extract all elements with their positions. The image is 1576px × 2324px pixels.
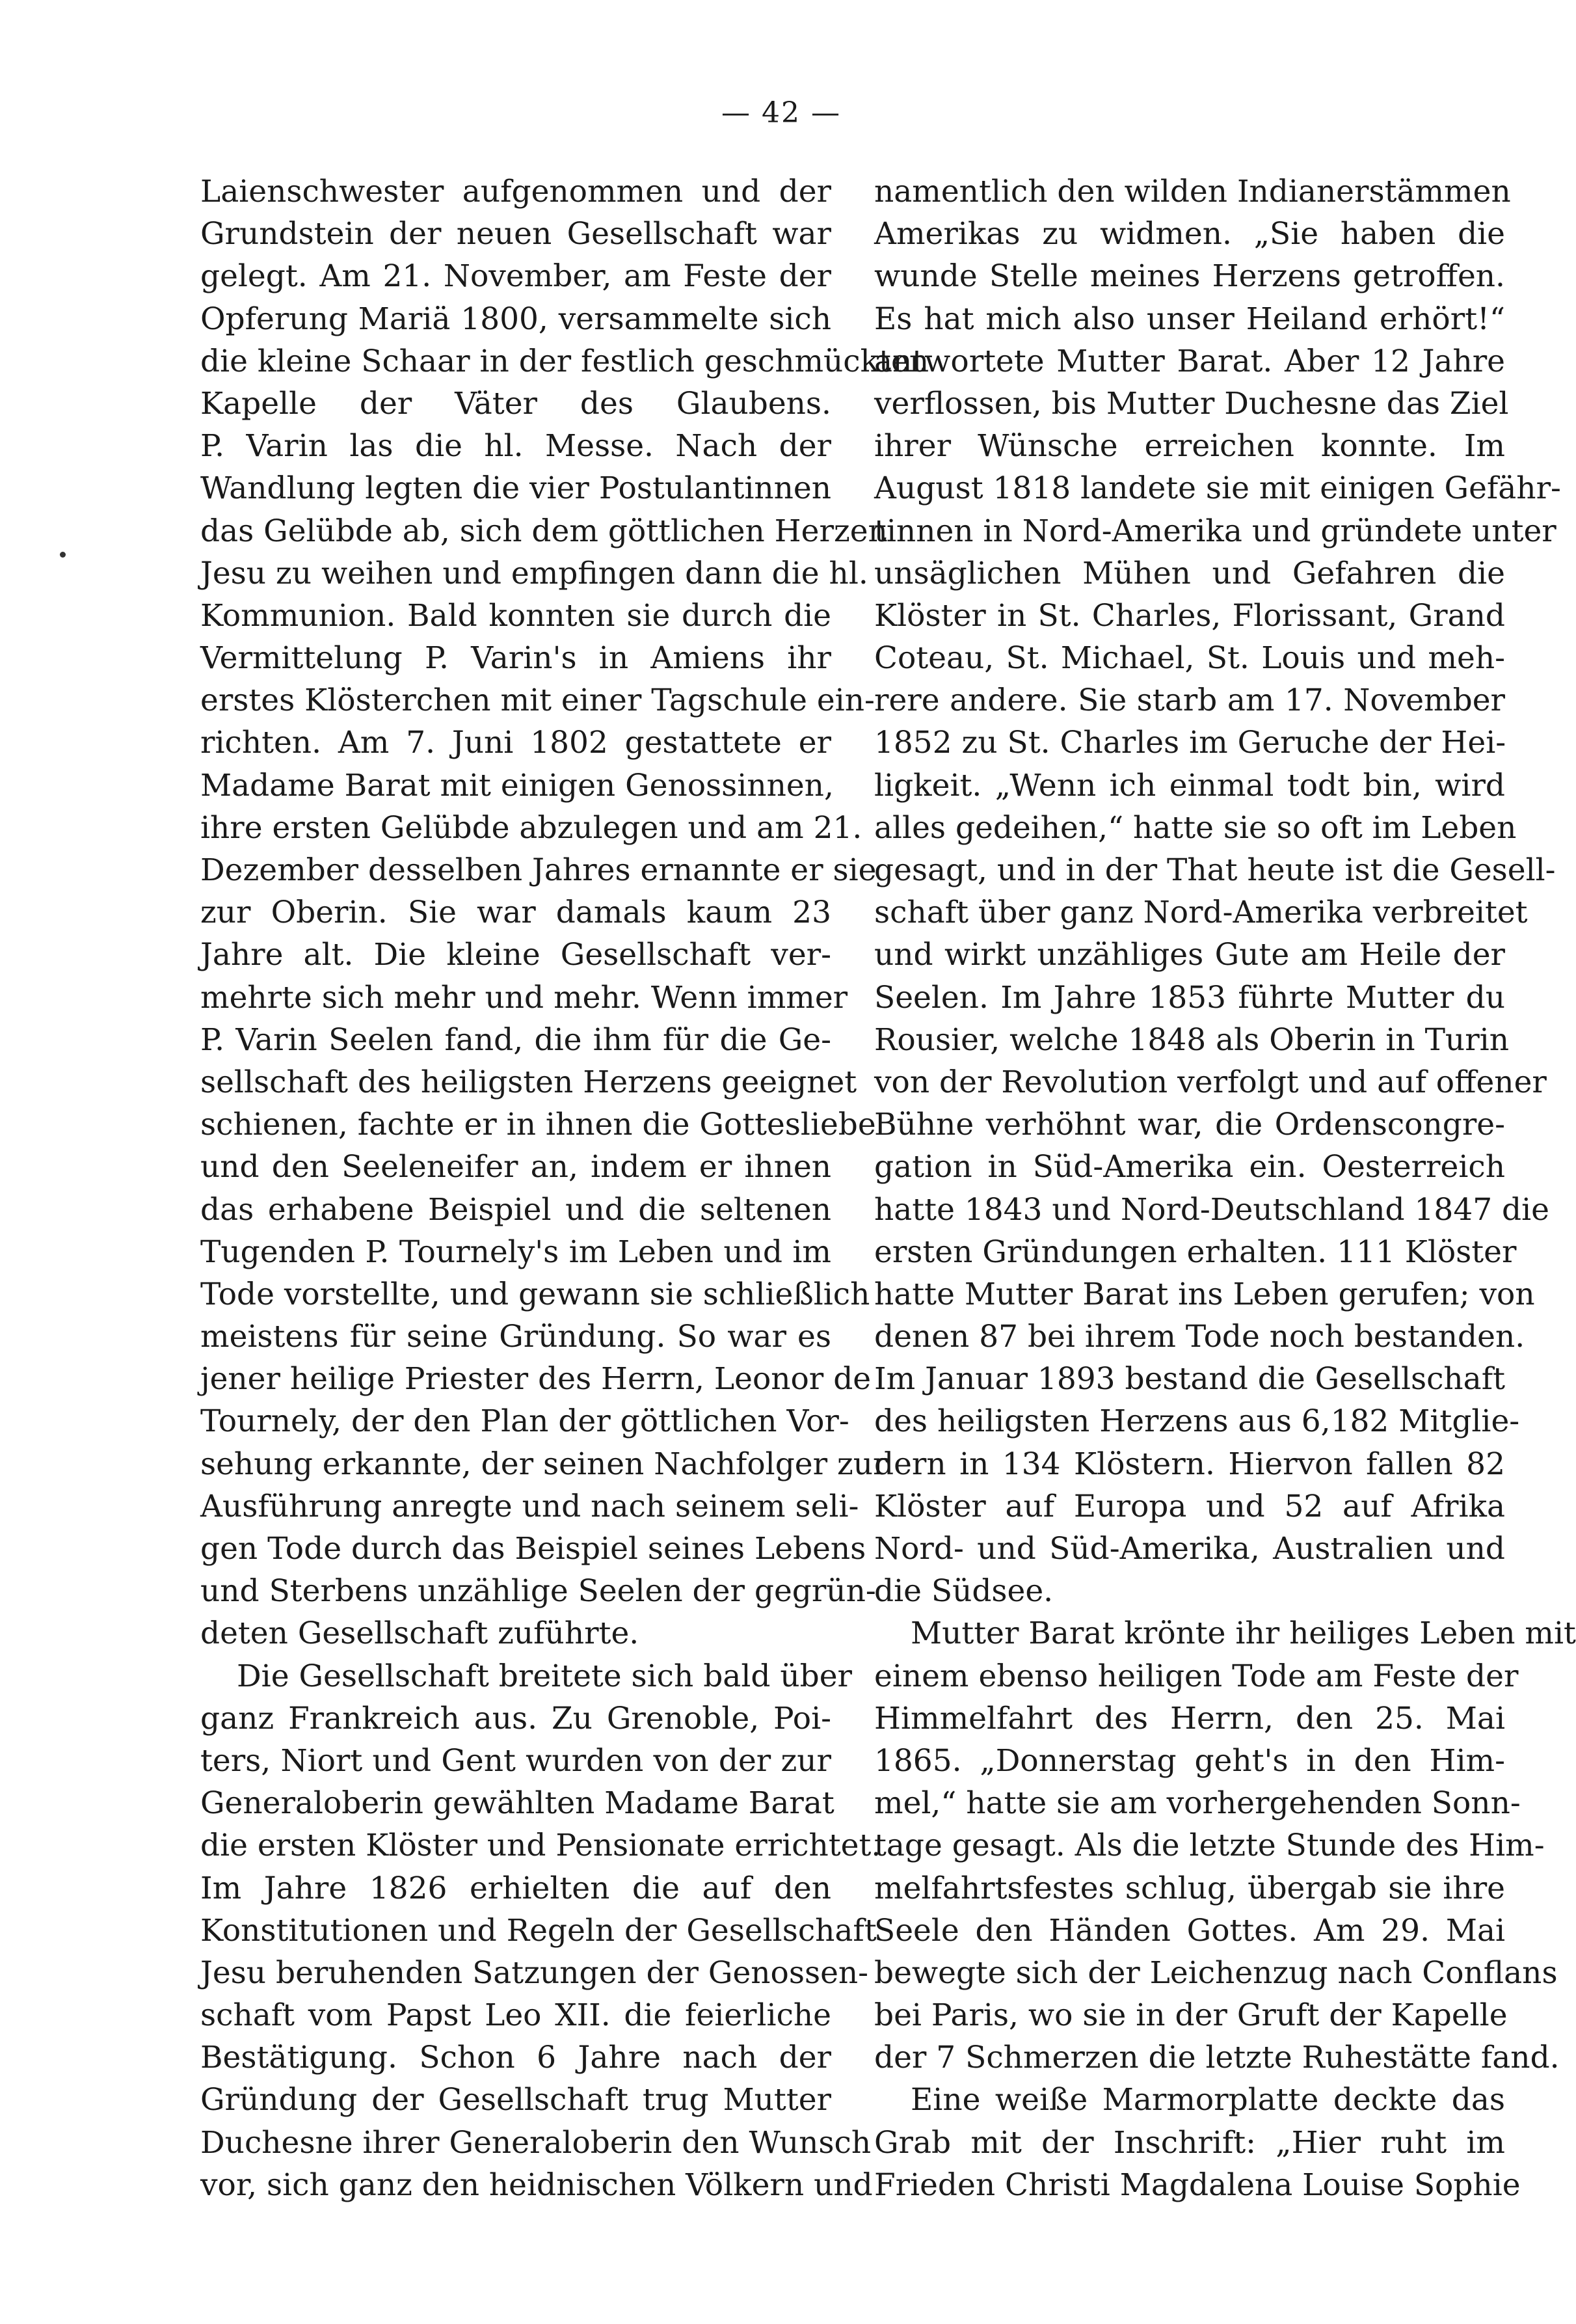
text-line: Duchesne ihrer Generaloberin den Wunsch: [200, 2124, 872, 2161]
text-line: gation in Süd-Amerika ein. Oesterreich: [874, 1149, 1505, 1185]
text-line: alles gedeihen,“ hatte sie so oft im Leben: [874, 809, 1517, 846]
text-line: jener heilige Priester des Herrn, Leonor de: [200, 1361, 872, 1398]
text-line: einem ebenso heiligen Tode am Feste der: [874, 1658, 1519, 1694]
text-line: Die Gesellschaft breitete sich bald über: [237, 1658, 853, 1694]
text-line: Gründung der Gesellschaft trug Mutter: [200, 2082, 831, 2118]
text-line: Seelen. Im Jahre 1853 führte Mutter du: [874, 979, 1505, 1016]
text-line: gen Tode durch das Beispiel seines Lebens: [200, 1531, 866, 1567]
text-line: Vermittelung P. Varin's in Amiens ihr: [200, 640, 831, 677]
text-line: Opferung Mariä 1800, versammelte sich: [200, 301, 831, 337]
text-line: ganz Frankreich aus. Zu Grenoble, Poi-: [200, 1700, 831, 1736]
text-line: und Sterbens unzählige Seelen der gegrün-: [200, 1573, 876, 1610]
text-line: sellschaft des heiligsten Herzens geeignet: [200, 1064, 857, 1100]
text-line: deten Gesellschaft zuführte.: [200, 1615, 639, 1652]
text-line: August 1818 landete sie mit einigen Gefähr-: [874, 470, 1561, 507]
text-line: tage gesagt. Als die letzte Stunde des Him-: [874, 1828, 1545, 1864]
text-line: Grundstein der neuen Gesellschaft war: [200, 216, 831, 252]
margin-speck: [60, 552, 66, 558]
text-line: das Gelübde ab, sich dem göttlichen Herzen: [200, 513, 888, 549]
text-line: dern in 134 Klöstern. Hiervon fallen 82: [874, 1446, 1505, 1482]
text-line: gelegt. Am 21. November, am Feste der: [200, 258, 831, 295]
text-line: hatte 1843 und Nord-Deutschland 1847 die: [874, 1191, 1549, 1228]
text-line: ters, Niort und Gent wurden von der zur: [200, 1742, 831, 1779]
text-line: Wandlung legten die vier Postulantinnen: [200, 470, 831, 507]
text-line: Kommunion. Bald konnten sie durch die: [200, 597, 831, 634]
text-line: Im Jahre 1826 erhielten die auf den: [200, 1870, 831, 1906]
text-line: mel,“ hatte sie am vorhergehenden Sonn-: [874, 1785, 1521, 1822]
text-line: richten. Am 7. Juni 1802 gestattete er: [200, 725, 831, 761]
text-line: der 7 Schmerzen die letzte Ruhestätte fand.: [874, 2040, 1560, 2076]
text-line: unsäglichen Mühen und Gefahren die: [874, 555, 1505, 591]
text-line: schaft über ganz Nord-Amerika verbreitet: [874, 895, 1528, 931]
text-line: bei Paris, wo sie in der Gruft der Kapelle: [874, 1997, 1508, 2034]
text-line: Amerikas zu widmen. „Sie haben die: [874, 216, 1505, 252]
text-line: Tode vorstellte, und gewann sie schließlich: [200, 1276, 870, 1312]
text-line: Generaloberin gewählten Madame Barat: [200, 1785, 835, 1822]
text-line: Nord- und Süd-Amerika, Australien und: [874, 1531, 1505, 1567]
text-line: Bühne verhöhnt war, die Ordenscongre-: [874, 1107, 1505, 1143]
text-line: und den Seeleneifer an, indem er ihnen: [200, 1149, 831, 1185]
text-line: hatte Mutter Barat ins Leben gerufen; von: [874, 1276, 1535, 1312]
text-line: denen 87 bei ihrem Tode noch bestanden.: [874, 1319, 1525, 1355]
text-line: Dezember desselben Jahres ernannte er sie: [200, 852, 877, 888]
text-line: verflossen, bis Mutter Duchesne das Ziel: [874, 385, 1509, 422]
text-line: Madame Barat mit einigen Genossinnen,: [200, 767, 834, 804]
text-line: Mutter Barat krönte ihr heiliges Leben mit: [911, 1615, 1576, 1652]
text-line: und wirkt unzähliges Gute am Heile der: [874, 937, 1505, 973]
text-line: das erhabene Beispiel und die seltenen: [200, 1191, 831, 1228]
text-line: schaft vom Papst Leo XII. die feierliche: [200, 1997, 831, 2034]
text-line: P. Varin Seelen fand, die ihm für die Ge-: [200, 1021, 831, 1058]
text-line: ligkeit. „Wenn ich einmal todt bin, wird: [874, 767, 1505, 804]
text-line: rere andere. Sie starb am 17. November: [874, 682, 1505, 719]
text-line: Jahre alt. Die kleine Gesellschaft ver-: [200, 937, 831, 973]
text-line: Coteau, St. Michael, St. Louis und meh-: [874, 640, 1505, 677]
text-line: melfahrtsfestes schlug, übergab sie ihre: [874, 1870, 1505, 1906]
text-line: ihre ersten Gelübde abzulegen und am 21.: [200, 809, 862, 846]
text-line: sehung erkannte, der seinen Nachfolger zur: [200, 1446, 888, 1482]
text-line: Klöster in St. Charles, Florissant, Grand: [874, 597, 1505, 634]
text-line: die Südsee.: [874, 1573, 1054, 1610]
text-line: zur Oberin. Sie war damals kaum 23: [200, 895, 831, 931]
text-line: Bestätigung. Schon 6 Jahre nach der: [200, 2040, 831, 2076]
text-line: gesagt, und in der That heute ist die Gesell-: [874, 852, 1556, 888]
text-line: P. Varin las die hl. Messe. Nach der: [200, 428, 831, 465]
text-line: erstes Klösterchen mit einer Tagschule ein-: [200, 682, 875, 719]
text-line: Tugenden P. Tournely's im Leben und im: [200, 1234, 831, 1270]
page-number: — 42 —: [721, 96, 841, 129]
text-line: Rousier, welche 1848 als Oberin in Turin: [874, 1021, 1509, 1058]
text-line: Laienschwester aufgenommen und der: [200, 174, 831, 209]
text-line: 1852 zu St. Charles im Geruche der Hei-: [874, 725, 1506, 761]
text-line: ersten Gründungen erhalten. 111 Klöster: [874, 1234, 1517, 1270]
text-line: des heiligsten Herzens aus 6,182 Mitglie-: [874, 1403, 1520, 1440]
text-line: Frieden Christi Magdalena Louise Sophie: [874, 2167, 1521, 2203]
text-line: Klöster auf Europa und 52 auf Afrika: [874, 1488, 1505, 1524]
text-line: Ausführung anregte und nach seinem seli-: [200, 1488, 859, 1524]
text-line: ihrer Wünsche erreichen konnte. Im: [874, 428, 1505, 465]
text-line: Es hat mich also unser Heiland erhört!“: [874, 301, 1505, 337]
text-line: vor, sich ganz den heidnischen Völkern und: [200, 2167, 873, 2203]
text-line: Himmelfahrt des Herrn, den 25. Mai: [874, 1700, 1505, 1736]
text-line: die kleine Schaar in der festlich geschmückten: [200, 343, 929, 379]
text-line: Eine weiße Marmorplatte deckte das: [911, 2082, 1505, 2118]
text-line: wunde Stelle meines Herzens getroffen.: [874, 258, 1505, 295]
text-line: Tournely, der den Plan der göttlichen Vor-: [200, 1403, 849, 1440]
left-column: [200, 170, 929, 2206]
text-line: schienen, fachte er in ihnen die Gottesliebe: [200, 1107, 876, 1143]
text-line: 1865. „Donnerstag geht's in den Him-: [874, 1742, 1505, 1779]
text-line: die ersten Klöster und Pensionate errichtet.: [200, 1828, 881, 1864]
text-line: antwortete Mutter Barat. Aber 12 Jahre: [874, 343, 1505, 379]
text-line: Konstitutionen und Regeln der Gesellschaft: [200, 1912, 877, 1949]
text-line: Jesu zu weihen und empfingen dann die hl.: [200, 555, 868, 591]
text-line: von der Revolution verfolgt und auf offener: [874, 1064, 1547, 1100]
text-line: Jesu beruhenden Satzungen der Genossen-: [200, 1954, 869, 1991]
text-line: Im Januar 1893 bestand die Gesellschaft: [874, 1361, 1505, 1398]
text-line: bewegte sich der Leichenzug nach Conflans: [874, 1954, 1558, 1991]
text-line: tinnen in Nord-Amerika und gründete unter: [874, 513, 1556, 549]
text-line: Kapelle der Väter des Glaubens.: [200, 385, 831, 422]
text-line: Grab mit der Inschrift: „Hier ruht im: [874, 2124, 1505, 2161]
text-line: mehrte sich mehr und mehr. Wenn immer: [200, 979, 848, 1016]
text-line: namentlich den wilden Indianerstämmen: [874, 174, 1511, 209]
text-line: meistens für seine Gründung. So war es: [200, 1319, 831, 1355]
text-line: Seele den Händen Gottes. Am 29. Mai: [874, 1912, 1505, 1949]
right-column: [874, 170, 1576, 2206]
